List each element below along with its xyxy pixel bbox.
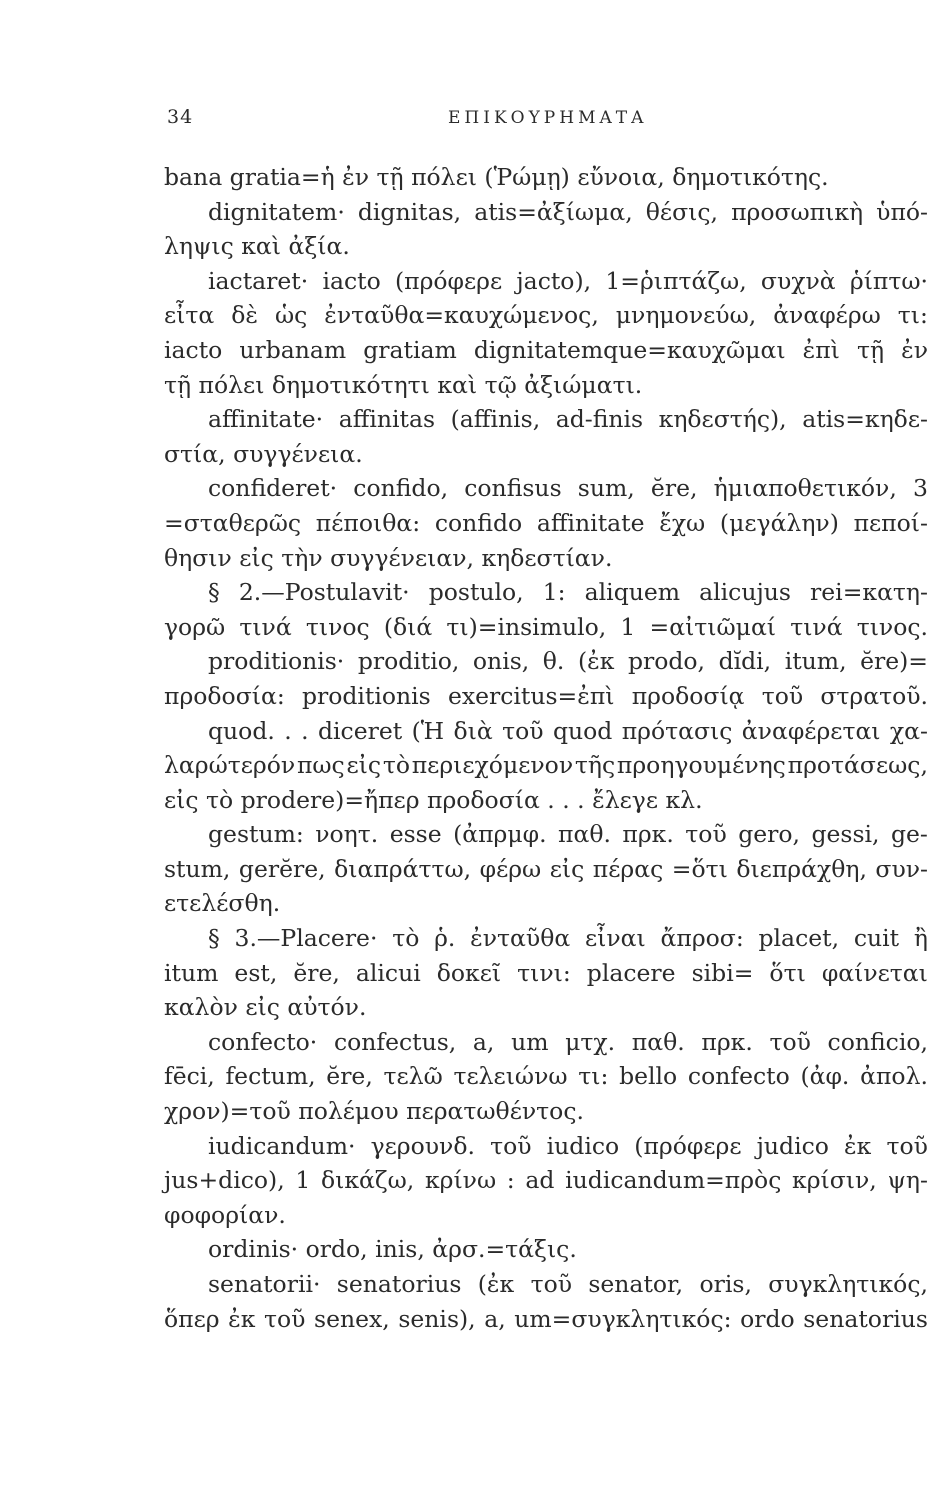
text-line: γορῶ τινά τινος (διά τι)=insimulo, 1 =αἰτιῶμαί τινά τινος. <box>164 612 928 641</box>
text-line: quod. . . diceret (Ἡ διὰ τοῦ quod πρότασις ἀναφέρεται χα- <box>208 716 928 745</box>
text-line: fēci, fectum, ĕre, τελῶ τελειώνω τι: bello confecto (ἀφ. ἀπολ. <box>164 1062 928 1091</box>
text-line: ληψις καὶ ἀξία. <box>164 232 350 261</box>
text-line: προδοσία: proditionis exercitus=ἐπὶ προδοσίᾳ τοῦ στρατοῦ. <box>164 681 928 710</box>
text-line: confecto· confectus, a, um μτχ. παθ. πρκ. τοῦ conficio, <box>208 1027 928 1056</box>
text-line: τῇ πόλει δημοτικότητι καὶ τῷ ἀξιώματι. <box>164 370 643 399</box>
text-line: § 3.—Placere· τὸ ῥ. ἐνταῦθα εἶναι ἄπροσ: placet, cuit ἢ <box>208 924 928 953</box>
text-line: stum, gerĕre, διαπράττω, φέρω εἰς πέρας =ὅτι διεπράχθη, συν- <box>164 854 928 883</box>
text-line: ετελέσθη. <box>164 889 281 918</box>
text-line: iudicandum· γερουνδ. τοῦ iudico (πρόφερε judico ἐκ τοῦ <box>208 1131 928 1160</box>
text-line: ordinis· ordo, inis, ἀρσ.=τάξις. <box>208 1235 577 1264</box>
text-line: iacto urbanam gratiam dignitatemque=καυχῶμαι ἐπὶ τῇ ἐν <box>164 335 928 364</box>
text-line: στία, συγγένεια. <box>164 439 363 468</box>
text-line: =σταθερῶς πέποιθα: confido affinitate ἔχω (μεγάλην) πεποί- <box>164 508 928 537</box>
text-line: θησιν εἰς τὴν συγγένειαν, κηδεστίαν. <box>164 543 613 572</box>
text-line: εἰς τὸ prodere)=ἤπερ προδοσία . . . ἔλεγε κλ. <box>164 785 703 814</box>
text-line: iactaret· iacto (πρόφερε jacto), 1=ῥιπτάζω, συχνὰ ῥίπτω· <box>208 266 928 295</box>
text-line: καλὸν εἰς αὐτόν. <box>164 993 367 1022</box>
text-line: jus+dico), 1 δικάζω, κρίνω : ad iudicandum=πρὸς κρίσιν, ψη- <box>164 1166 928 1195</box>
commentary-text <box>164 160 928 1336</box>
text-line: gestum: νοητ. esse (ἀπρμφ. παθ. πρκ. τοῦ gero, gessi, ge- <box>208 820 928 849</box>
text-line: εἶτα δὲ ὡς ἐνταῦθα=καυχώμενος, μνημονεύω, ἀναφέρω τι: <box>164 301 928 330</box>
text-line: χρον)=τοῦ πολέμου περατωθέντος. <box>164 1097 584 1126</box>
text-line: φοφορίαν. <box>164 1200 286 1229</box>
running-head: ΕΠΙΚΟΥΡΗΜΑΤΑ <box>448 108 648 128</box>
text-line: senatorii· senatorius (ἐκ τοῦ senator, oris, συγκλητικός, <box>208 1270 928 1298</box>
text-line: confideret· confido, confisus sum, ĕre, ἡμιαποθετικόν, 3 <box>208 474 928 503</box>
page-number: 34 <box>167 106 194 128</box>
text-line: λαρώτερόν πως εἰς τὸ περιεχόμενον τῆς προηγουμένης προτάσεως, <box>164 751 928 780</box>
text-line: § 2.—Postulavit· postulo, 1: aliquem alicujus rei=κατη- <box>208 578 928 607</box>
text-line: bana gratia=ἡ ἐν τῇ πόλει (Ῥώμῃ) εὔνοια, δημοτικότης. <box>164 163 829 191</box>
text-line: itum est, ĕre, alicui δοκεῖ τινι: placere sibi= ὅτι φαίνεται <box>164 958 928 987</box>
text-line: affinitate· affinitas (affinis, ad-finis κηδεστής), atis=κηδε- <box>208 405 928 434</box>
text-line: dignitatem· dignitas, atis=ἀξίωμα, θέσις, προσωπικὴ ὑπό- <box>208 197 928 226</box>
text-line: proditionis· proditio, onis, θ. (ἐκ prodo, dĭdi, itum, ĕre)= <box>208 647 928 676</box>
text-line: ὅπερ ἐκ τοῦ senex, senis), a, um=συγκλητικός: ordo senatorius <box>164 1304 928 1333</box>
